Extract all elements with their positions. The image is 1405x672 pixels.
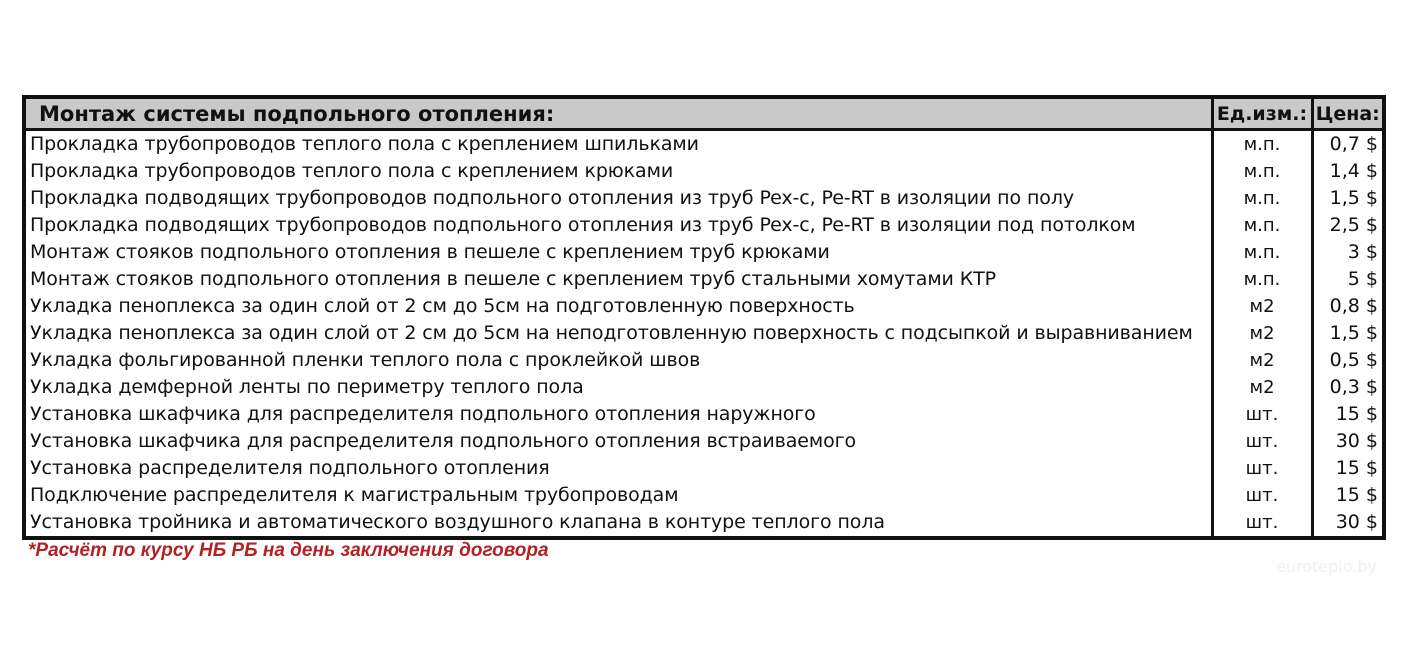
table-row xyxy=(24,401,1384,428)
exchange-rate-footnote: *Расчёт по курсу НБ РБ на день заключения договора xyxy=(28,540,549,561)
unit-cell: м2 xyxy=(1212,347,1312,374)
table-row xyxy=(24,509,1384,538)
table-row xyxy=(24,266,1384,293)
unit-cell: шт. xyxy=(1212,455,1312,482)
service-name-cell: Укладка фольгированной пленки теплого пола с проклейкой швов xyxy=(24,347,1212,374)
unit-cell: м.п. xyxy=(1212,130,1312,159)
unit-cell: шт. xyxy=(1212,509,1312,538)
service-name-cell: Прокладка трубопроводов теплого пола с креплением шпильками xyxy=(24,130,1212,159)
table-row xyxy=(24,212,1384,239)
price-cell: 0,8 $ xyxy=(1329,295,1378,317)
unit-cell: м.п. xyxy=(1212,266,1312,293)
service-name-cell: Укладка пеноплекса за один слой от 2 см до 5см на подготовленную поверхность xyxy=(24,293,1212,320)
unit-cell: шт. xyxy=(1212,482,1312,509)
table-row xyxy=(24,455,1384,482)
unit-cell: м.п. xyxy=(1212,185,1312,212)
site-watermark: eurotepio.by xyxy=(1276,557,1377,576)
service-name-cell: Подключение распределителя к магистральным трубопроводам xyxy=(24,482,1212,509)
table-row xyxy=(24,239,1384,266)
service-name-cell: Установка тройника и автоматического воздушного клапана в контуре теплого пола xyxy=(24,509,1212,538)
table-header-row xyxy=(24,97,1384,130)
price-cell: 0,5 $ xyxy=(1329,349,1378,371)
table-row xyxy=(24,293,1384,320)
price-table xyxy=(22,95,1386,540)
unit-cell: м2 xyxy=(1212,320,1312,347)
price-cell: 15 $ xyxy=(1335,484,1378,506)
table-row xyxy=(24,130,1384,159)
unit-cell: м2 xyxy=(1212,374,1312,401)
price-cell: 0,3 $ xyxy=(1329,376,1378,398)
service-name-cell: Укладка демферной ленты по периметру теплого пола xyxy=(24,374,1212,401)
price-cell: 15 $ xyxy=(1335,457,1378,479)
table-row xyxy=(24,374,1384,401)
unit-cell: м2 xyxy=(1212,293,1312,320)
table-row xyxy=(24,428,1384,455)
price-cell: 30 $ xyxy=(1335,511,1378,533)
price-cell: 1,5 $ xyxy=(1329,187,1378,209)
unit-column-header: Ед.изм.: xyxy=(1212,97,1312,130)
price-cell: 3 $ xyxy=(1347,241,1378,263)
service-name-cell: Прокладка подводящих трубопроводов подпольного отопления из труб Pex-c, Pe-RT в изоляции по полу xyxy=(24,185,1212,212)
service-name-cell: Установка распределителя подпольного отопления xyxy=(24,455,1212,482)
service-name-cell: Установка шкафчика для распределителя подпольного отопления встраиваемого xyxy=(24,428,1212,455)
service-name-cell: Монтаж стояков подпольного отопления в пешеле с креплением труб крюками xyxy=(24,239,1212,266)
price-cell: 0,7 $ xyxy=(1329,133,1378,155)
table-row xyxy=(24,185,1384,212)
price-cell: 1,5 $ xyxy=(1329,322,1378,344)
unit-cell: м.п. xyxy=(1212,239,1312,266)
section-title: Монтаж системы подпольного отопления: xyxy=(24,97,1212,130)
price-cell: 30 $ xyxy=(1335,430,1378,452)
table-row xyxy=(24,320,1384,347)
service-name-cell: Монтаж стояков подпольного отопления в пешеле с креплением труб стальными хомутами КТР xyxy=(24,266,1212,293)
service-name-cell: Прокладка трубопроводов теплого пола с креплением крюками xyxy=(24,158,1212,185)
unit-cell: м.п. xyxy=(1212,212,1312,239)
price-cell: 5 $ xyxy=(1347,268,1378,290)
table-row xyxy=(24,158,1384,185)
price-cell: 2,5 $ xyxy=(1329,214,1378,236)
table-row xyxy=(24,347,1384,374)
price-cell: 1,4 $ xyxy=(1329,160,1378,182)
table-row xyxy=(24,482,1384,509)
unit-cell: шт. xyxy=(1212,428,1312,455)
service-name-cell: Укладка пеноплекса за один слой от 2 см до 5см на неподготовленную поверхность с подсыпкой и выравниванием xyxy=(24,320,1212,347)
service-name-cell: Прокладка подводящих трубопроводов подпольного отопления из труб Pex-c, Pe-RT в изоляции под потолком xyxy=(24,212,1212,239)
price-cell: 15 $ xyxy=(1335,403,1378,425)
unit-cell: шт. xyxy=(1212,401,1312,428)
service-name-cell: Установка шкафчика для распределителя подпольного отопления наружного xyxy=(24,401,1212,428)
price-column-header: Цена: xyxy=(1312,97,1384,130)
unit-cell: м.п. xyxy=(1212,158,1312,185)
